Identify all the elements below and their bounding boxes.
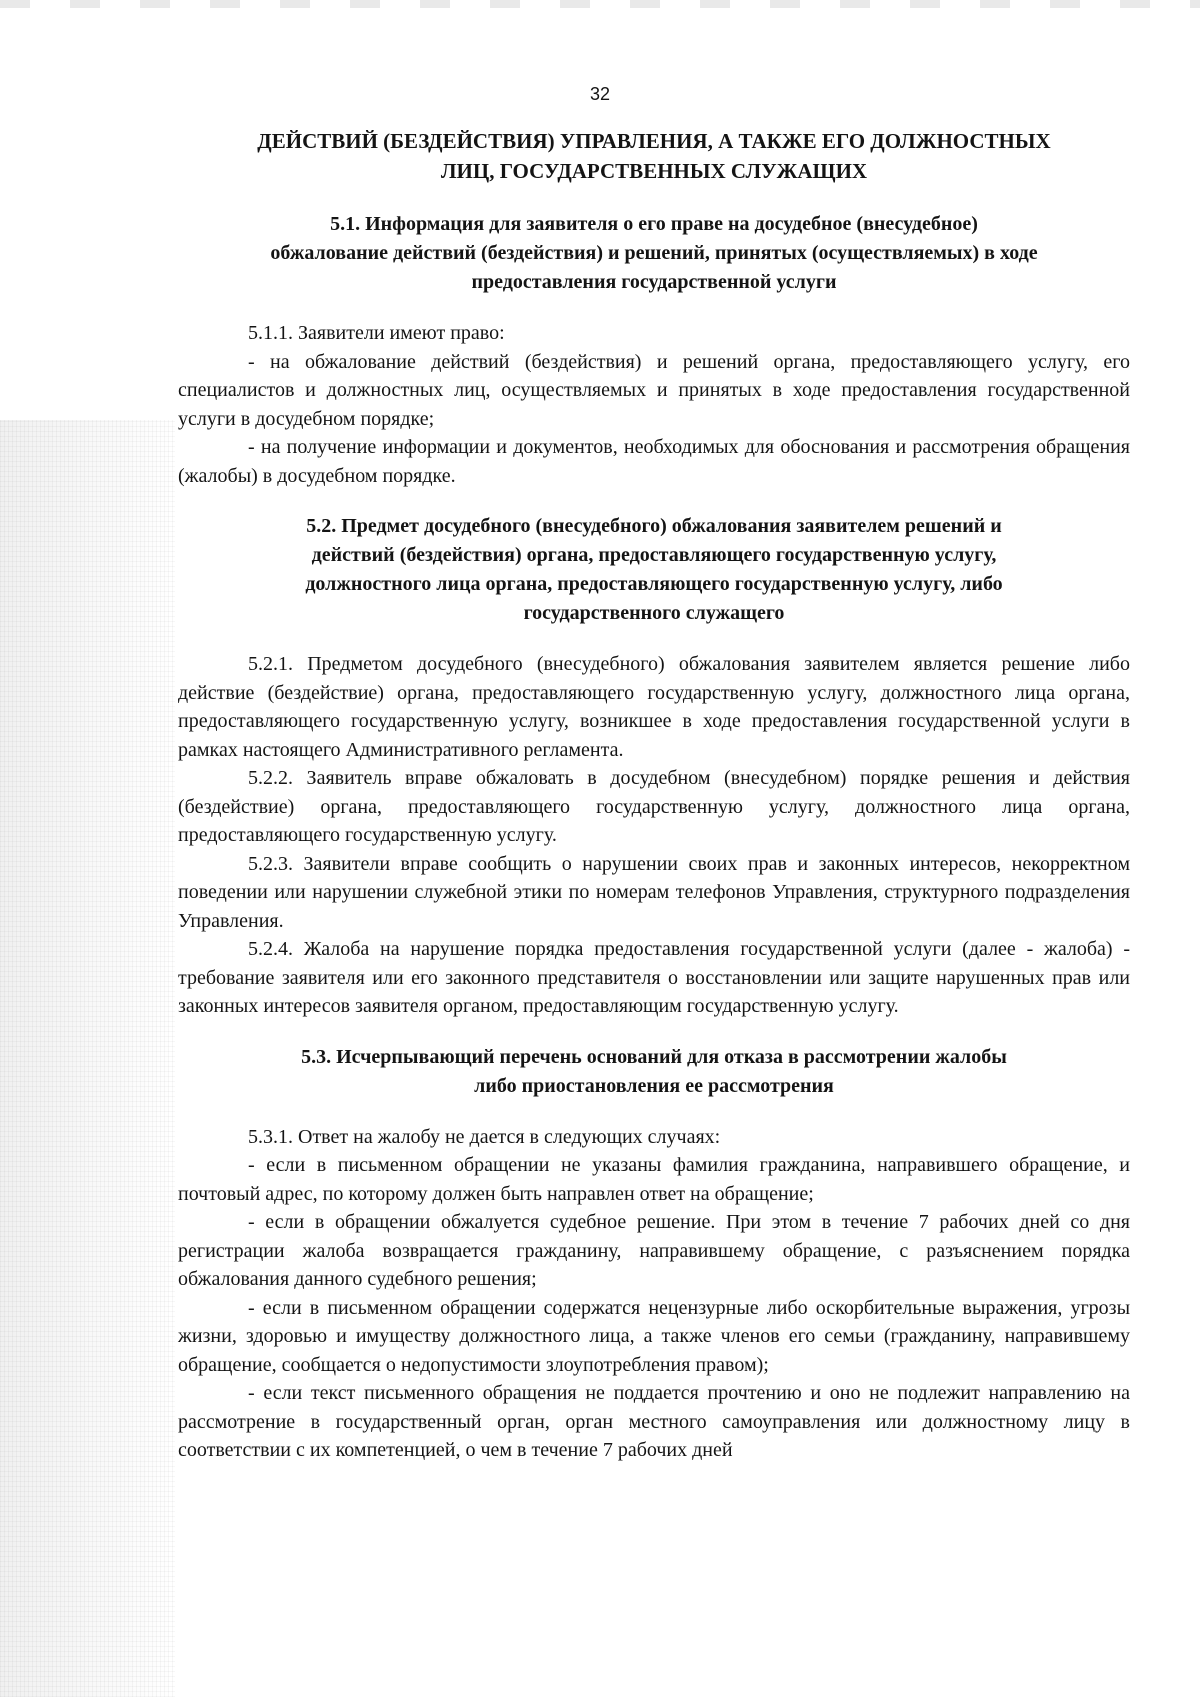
section-5-3: [178, 1043, 1130, 1465]
paragraph: 5.3.1. Ответ на жалобу не дается в следующих случаях:: [248, 1125, 721, 1148]
title-line: ДЕЙСТВИЙ (БЕЗДЕЙСТВИЯ) УПРАВЛЕНИЯ, А ТАКЖЕ ЕГО ДОЛЖНОСТНЫХ: [257, 129, 1051, 153]
heading-line: либо приостановления ее рассмотрения: [474, 1074, 834, 1097]
paragraph: - если текст письменного обращения не поддается прочтению и оно не подлежит направлению на рассмотрение в государственный орган, орган местного самоуправления или должностному лицу в соответствии с их компетенцией, о чем в течение 7 рабочих дней: [178, 1382, 1130, 1461]
title-line: ЛИЦ, ГОСУДАРСТВЕННЫХ СЛУЖАЩИХ: [440, 159, 868, 183]
paragraph: 5.2.2. Заявитель вправе обжаловать в досудебном (внесудебном) порядке решения и действия (бездействие) органа, предоставляющего государственную услугу, должностного лица органа, предоставляющего государственную услугу.: [178, 767, 1130, 846]
heading-line: действий (бездействия) органа, предоставляющего государственную услугу,: [311, 544, 997, 566]
scan-artifact-top: [0, 0, 1200, 8]
page-number: 32: [589, 84, 611, 104]
scan-artifact-left: [0, 420, 175, 1697]
paragraph: - если в письменном обращении содержатся нецензурные либо оскорбительные выражения, угрозы жизни, здоровью и имуществу должностного лица, а также членов его семьи (гражданину, направившему обращение, сообщается о недопустимости злоупотребления правом);: [178, 1296, 1130, 1376]
paragraph: - если в письменном обращении не указаны фамилия гражданина, направившего обращение, и почтовый адрес, по которому должен быть направлен ответ на обращение;: [178, 1154, 1130, 1205]
document-title: [178, 126, 1130, 186]
paragraph: 5.2.3. Заявители вправе сообщить о нарушении своих прав и законных интересов, некорректном поведении или нарушении служебной этики по номерам телефонов Управления, структурного подразделения Управления.: [178, 852, 1130, 932]
paragraph: - на получение информации и документов, необходимых для обоснования и рассмотрения обращения (жалобы) в досудебном порядке.: [178, 436, 1130, 487]
section-heading: [178, 512, 1130, 628]
heading-line: должностного лица органа, предоставляющего государственную услугу, либо: [305, 573, 1003, 595]
paragraph: 5.2.4. Жалоба на нарушение порядка предоставления государственной услуги (далее - жалоба) - требование заявителя или его законного представителя о восстановлении или защите нарушенных прав или законных интересов заявителя органом, предоставляющим государственную услугу.: [178, 938, 1130, 1017]
section-5-2: [178, 512, 1130, 1021]
heading-line: предоставления государственной услуги: [471, 271, 837, 293]
paragraph: 5.2.1. Предметом досудебного (внесудебного) обжалования заявителем является решение либо действие (бездействие) органа, предоставляющего государственную услугу, должностного лица органа, предоставляющего государственную услугу, возникшее в ходе предоставления государственной услуги в рамках настоящего Административного регламента.: [178, 653, 1130, 761]
heading-line: 5.1. Информация для заявителя о его праве на досудебное (внесудебное): [330, 213, 978, 235]
paragraph: - на обжалование действий (бездействия) и решений органа, предоставляющего услугу, его специалистов и должностных лиц, осуществляемых и принятых в ходе предоставления государственной услуги в досудебном порядке;: [178, 350, 1130, 430]
heading-line: 5.3. Исчерпывающий перечень оснований для отказа в рассмотрении жалобы: [301, 1045, 1007, 1068]
section-5-1: [178, 210, 1130, 490]
paragraph: 5.1.1. Заявители имеют право:: [248, 322, 505, 344]
heading-line: государственного служащего: [523, 602, 785, 624]
section-heading: [178, 1043, 1130, 1101]
paragraph: - если в обращении обжалуется судебное решение. При этом в течение 7 рабочих дней со дня регистрации жалоба возвращается гражданину, направившему обращение, с разъяснением порядка обжалования данного судебного решения;: [178, 1211, 1130, 1290]
heading-line: обжалование действий (бездействия) и решений, принятых (осуществляемых) в ходе: [270, 242, 1038, 264]
heading-line: 5.2. Предмет досудебного (внесудебного) обжалования заявителем решений и: [306, 515, 1002, 537]
document-body: [178, 126, 1130, 1465]
section-heading: [178, 210, 1130, 297]
